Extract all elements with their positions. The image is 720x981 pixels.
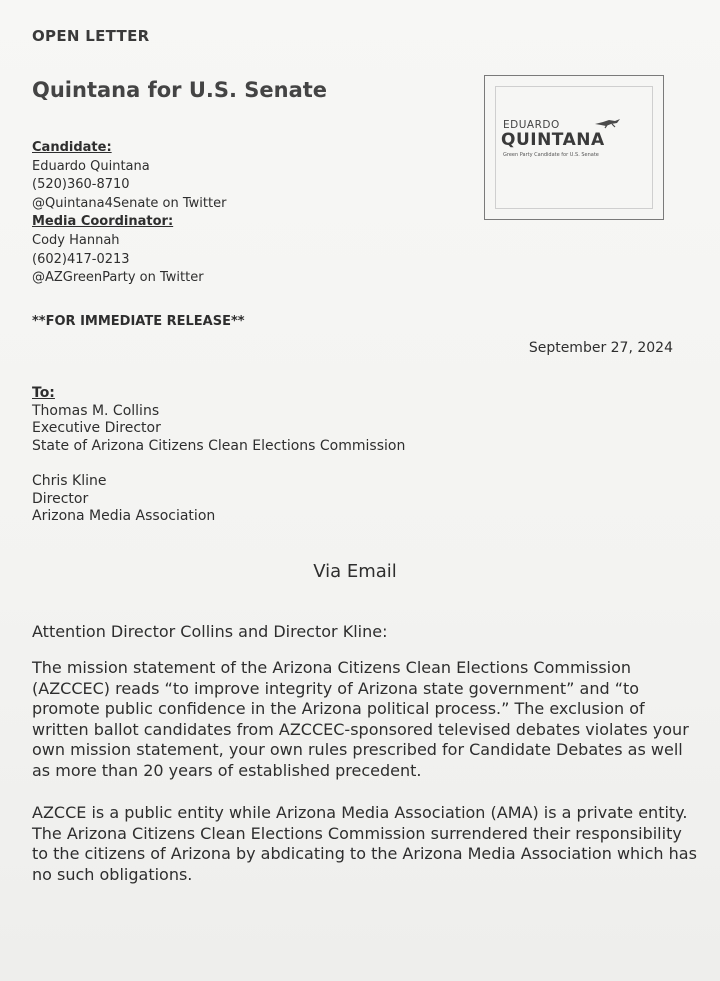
release-notice: **FOR IMMEDIATE RELEASE** [32,314,245,329]
media-coordinator-phone: (602)417-0213 [32,251,130,267]
salutation: Attention Director Collins and Director Kline: [32,622,388,641]
logo-last-name: QUINTANA [501,130,605,150]
recipient-1-org: State of Arizona Citizens Clean Elections Commission [32,437,406,454]
recipients-heading: To: [32,385,55,401]
contact-block [32,139,226,288]
recipient-2-org: Arizona Media Association [32,508,216,524]
media-coordinator-twitter: @AZGreenParty on Twitter [32,270,204,286]
media-coordinator-name: Cody Hannah [32,232,120,248]
recipient-1-title: Executive Director [32,420,161,436]
recipient-2-title: Director [32,490,89,507]
logo-tagline: Green Party Candidate for U.S. Senate [503,152,599,158]
body-paragraph-1: The mission statement of the Arizona Citizens Clean Elections Commission (AZCCEC) reads “to improve integrity of Arizona state government” and “to promote public confidence in the Arizona political process.” The exclusion of written ballot candidates from AZCCEC-sponsored televised debates violates your own mission statement, your own rules prescribed for Candidate Debates as well as more than 20 years of established precedent. [32,658,689,780]
candidate-name: Eduardo Quintana [32,158,150,174]
candidate-phone: (520)360-8710 [32,177,130,193]
logo-first-name: EDUARDO [503,119,560,131]
letter-date: September 27, 2024 [528,340,673,356]
candidate-heading: Candidate: [32,140,112,155]
letter-title: Quintana for U.S. Senate [32,78,328,102]
runner-icon [593,117,623,129]
recipient-1-name: Thomas M. Collins [32,402,160,419]
media-coordinator-heading: Media Coordinator: [32,214,174,230]
delivery-method: Via Email [313,561,397,582]
recipient-spacer [32,455,405,473]
campaign-logo [484,75,664,220]
recipients-block [32,385,405,526]
document-type-label: OPEN LETTER [32,27,150,45]
candidate-twitter: @Quintana4Senate on Twitter [32,195,227,211]
body-paragraph-2: AZCCE is a public entity while Arizona Media Association (AMA) is a private entity. The Arizona Citizens Clean Elections Commission surrendered their responsibility to the citizens of Arizona by abdicating to the Arizona Media Association which has no such obligations. [32,803,697,884]
recipient-2-name: Chris Kline [32,473,107,489]
